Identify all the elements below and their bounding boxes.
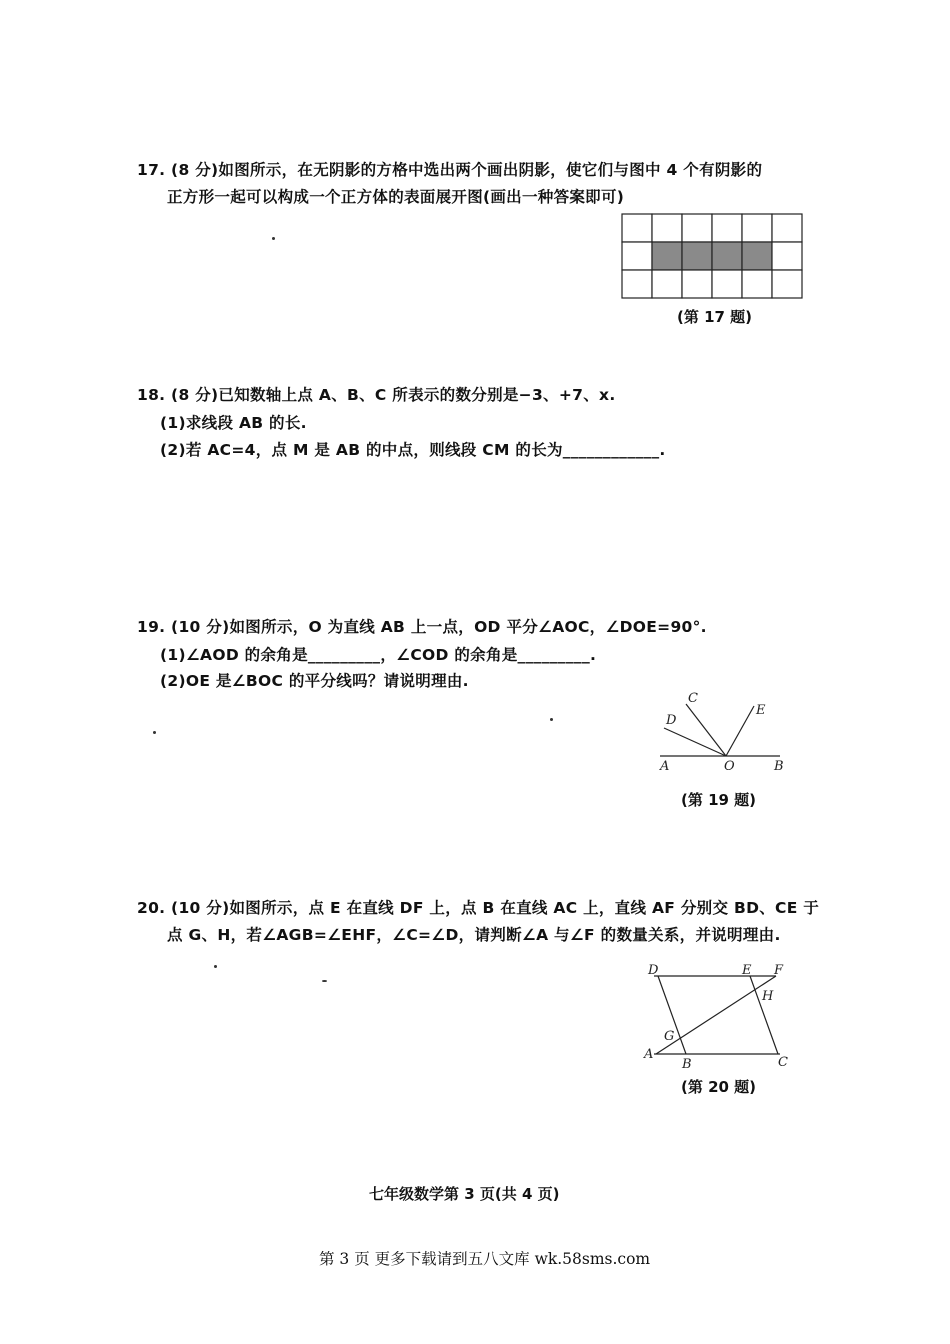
grid-cell: [772, 242, 802, 270]
grid-cell: [712, 270, 742, 298]
q17-caption: (第 17 题): [677, 308, 753, 326]
q19-ray-oe: [726, 706, 754, 756]
grid-cell: [622, 214, 652, 242]
download-site-note: 第 3 页 更多下载请到五八文库 wk.58sms.com: [319, 1250, 651, 1268]
q19-label-b: B: [774, 759, 784, 774]
scan-speck: [153, 731, 156, 734]
grid-cell-shaded: [682, 242, 712, 270]
q19-label-o: O: [724, 759, 735, 774]
q20-label-g: G: [664, 1029, 675, 1044]
q17-grid-figure: [620, 212, 804, 300]
scan-speck: [550, 718, 553, 721]
scan-speck: [272, 237, 275, 240]
q20-line1: 20. (10 分)如图所示，点 E 在直线 DF 上，点 B 在直线 AC 上，直线 AF 分别交 BD、CE 于: [137, 899, 820, 917]
q20-caption: (第 20 题): [681, 1078, 757, 1096]
q19-caption: (第 19 题): [681, 791, 757, 809]
grid-cell-shaded: [712, 242, 742, 270]
q17-line1: 17. (8 分)如图所示，在无阴影的方格中选出两个画出阴影，使它们与图中 4 个有阴影的: [137, 161, 763, 179]
q19-ray-oc: [686, 704, 726, 756]
scan-speck: [322, 980, 327, 982]
q20-label-h: H: [762, 989, 774, 1004]
grid-cell: [682, 270, 712, 298]
grid-cell: [622, 242, 652, 270]
q19-line2: (1)∠AOD 的余角是_________，∠COD 的余角是_________.: [160, 646, 597, 664]
q20-parallel-figure: [640, 960, 800, 1070]
q20-label-f: F: [774, 963, 784, 978]
q20-label-e: E: [742, 963, 752, 978]
grid-cell: [652, 270, 682, 298]
grid-cell: [622, 270, 652, 298]
q19-label-c: C: [688, 691, 698, 706]
grid-cell: [682, 214, 712, 242]
grid-cell: [742, 214, 772, 242]
grid-cell: [772, 214, 802, 242]
q18-line1: 18. (8 分)已知数轴上点 A、B、C 所表示的数分别是−3、+7、x.: [137, 386, 616, 404]
q19-ray-od: [664, 728, 726, 756]
grid-cell: [742, 270, 772, 298]
page-number-info: 七年级数学第 3 页(共 4 页): [369, 1185, 560, 1203]
grid-cell: [712, 214, 742, 242]
q19-line1: 19. (10 分)如图所示，O 为直线 AB 上一点，OD 平分∠AOC，∠DOE=90°.: [137, 618, 707, 636]
scan-speck: [214, 965, 217, 968]
q20-line2: 点 G、H，若∠AGB=∠EHF，∠C=∠D，请判断∠A 与∠F 的数量关系，并说明理由.: [167, 926, 781, 944]
q20-label-c: C: [778, 1055, 788, 1070]
grid-cell-shaded: [652, 242, 682, 270]
grid-cell: [652, 214, 682, 242]
q19-label-d: D: [666, 713, 677, 728]
grid-cell: [772, 270, 802, 298]
q18-line3: (2)若 AC=4，点 M 是 AB 的中点，则线段 CM 的长为____________.: [160, 441, 666, 459]
q20-label-b: B: [682, 1057, 692, 1070]
q19-label-a: A: [660, 759, 670, 774]
q19-label-e: E: [756, 703, 766, 718]
q17-line2: 正方形一起可以构成一个正方体的表面展开图(画出一种答案即可): [167, 188, 625, 206]
q19-line3: (2)OE 是∠BOC 的平分线吗？请说明理由.: [160, 672, 469, 690]
q20-line-ec: [750, 976, 778, 1054]
q20-label-d: D: [648, 963, 659, 978]
q20-label-a: A: [644, 1047, 654, 1062]
q19-angle-figure: [648, 690, 798, 775]
q18-line2: (1)求线段 AB 的长.: [160, 414, 307, 432]
grid-cell-shaded: [742, 242, 772, 270]
